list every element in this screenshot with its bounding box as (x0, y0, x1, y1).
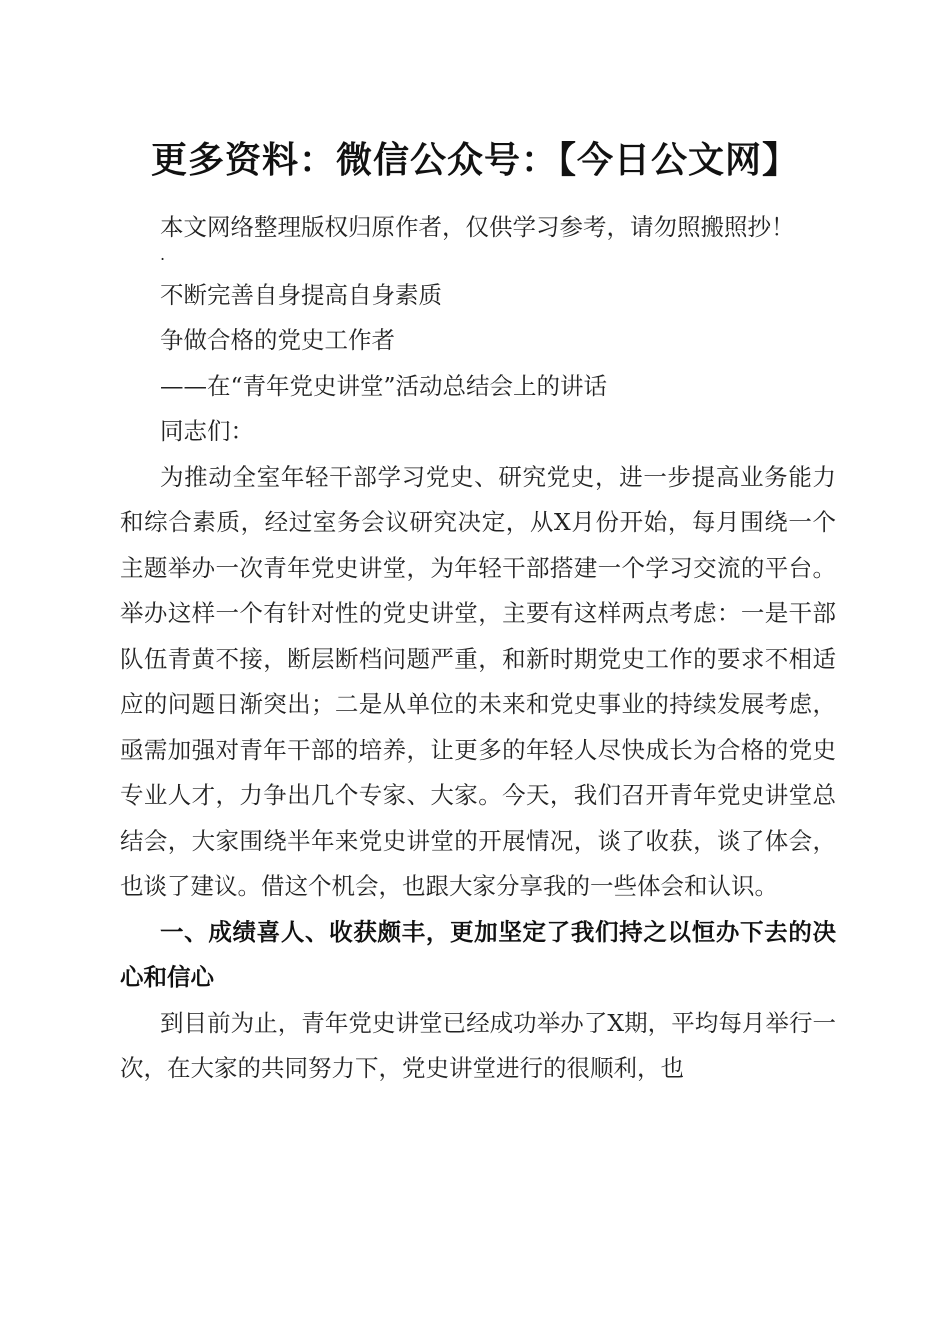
disclaimer-text: 本文网络整理版权归原作者，仅供学习参考，请勿照搬照抄！ (160, 213, 795, 241)
body-paragraph-2: 到目前为止，青年党史讲堂已经成功举办了X期，平均每月举行一次，在大家的共同努力下，党史讲堂进行的很顺利，也 (120, 1008, 836, 1082)
document-title-line-2: 争做合格的党史工作者 (160, 326, 395, 354)
document-body (120, 205, 836, 1092)
body-paragraph-1: 为推动全室年轻干部学习党史、研究党史，进一步提高业务能力和综合素质，经过室务会议研究决定，从X月份开始，每月围绕一个主题举办一次青年党史讲堂，为年轻干部搭建一个学习交流的平台。举办这样一个有针对性的党史讲堂，主要有这样两点考虑：一是干部队伍青黄不接，断层断档问题严重，和新时期党史工作的要求不相适应的问题日渐突出；二是从单位的未来和党史事业的持续发展考虑，亟需加强对青年干部的培养，让更多的年轻人尽快成长为合格的党史专业人才，力争出几个专家、大家。今天，我们召开青年党史讲堂总结会，大家围绕半年来党史讲堂的开展情况，谈了收获，谈了体会，也谈了建议。借这个机会，也跟大家分享我的一些体会和认识。 (120, 462, 836, 900)
dot-mark: . (160, 244, 166, 264)
document-title-line-1: 不断完善自身提高自身素质 (160, 280, 442, 309)
page-header-title: 更多资料：微信公众号：【今日公文网】 (150, 139, 799, 181)
salutation: 同志们： (160, 417, 254, 445)
section-heading-1: 一、成绩喜人、收获颇丰，更加坚定了我们持之以恒办下去的决心和信心 (120, 917, 836, 991)
document-subtitle: ——在“青年党史讲堂”活动总结会上的讲话 (160, 371, 608, 400)
